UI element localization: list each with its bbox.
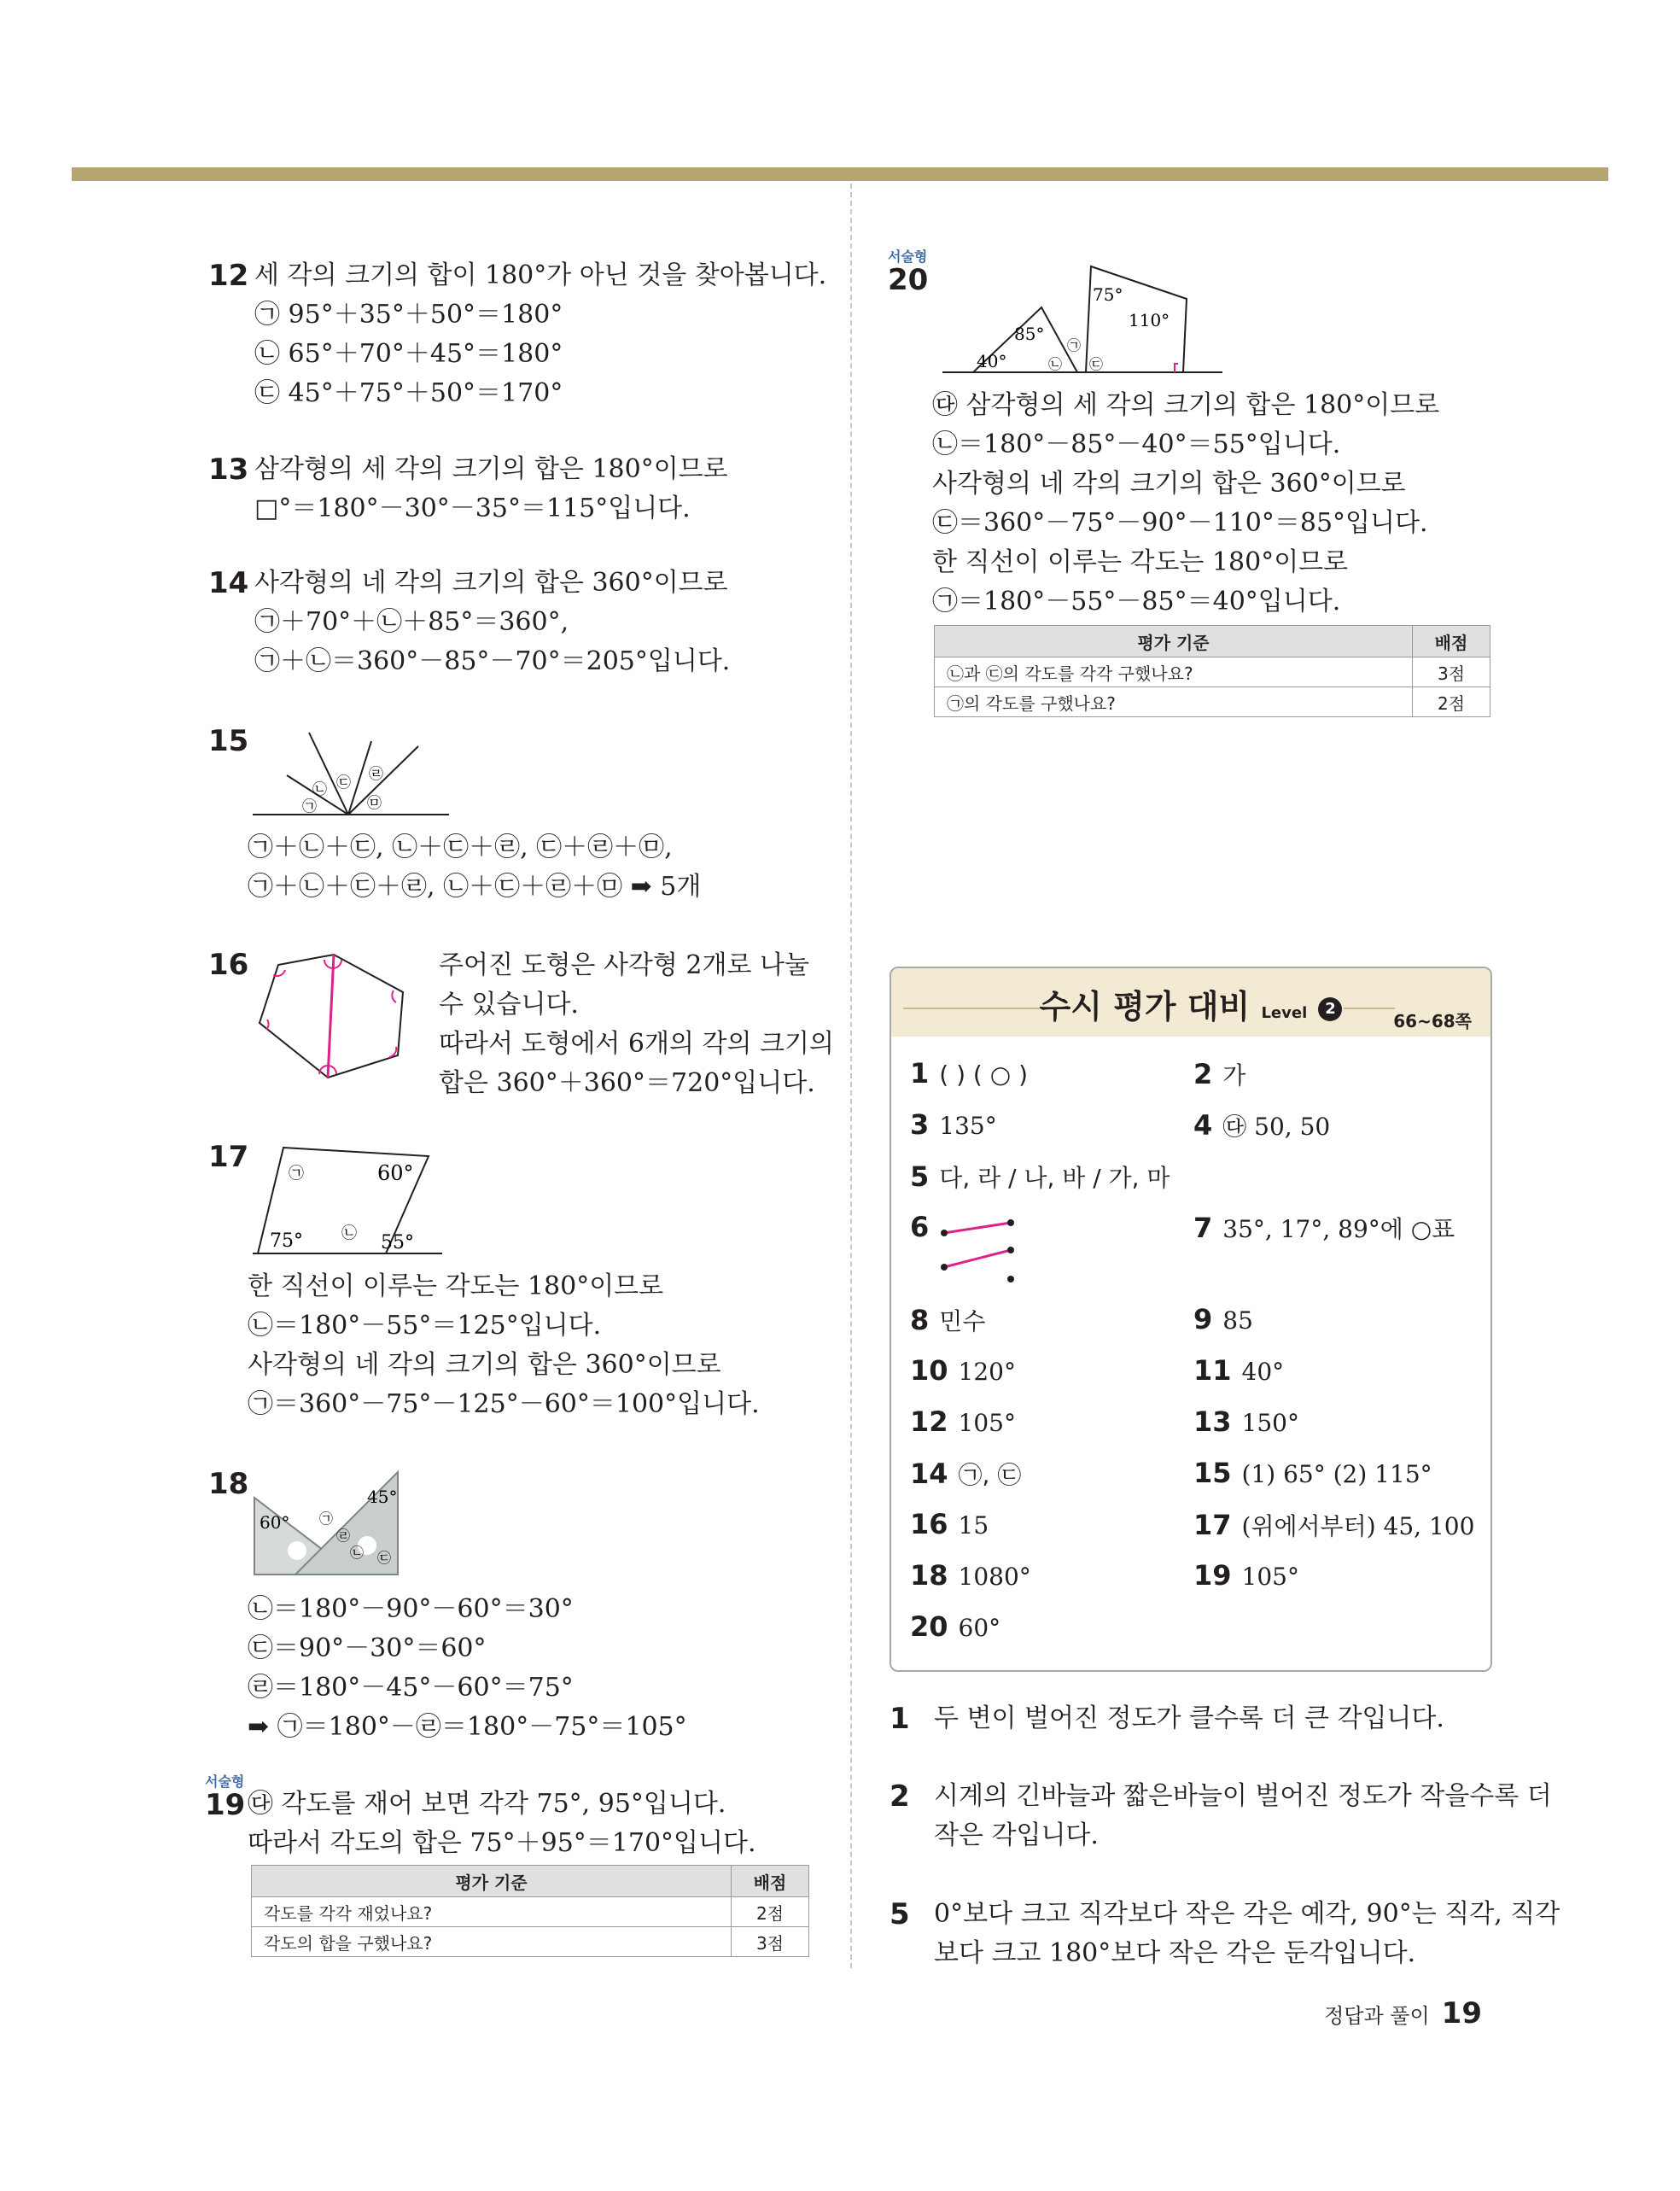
table-cell: 2점 — [1413, 687, 1490, 717]
calc-line: ㉡＝180°－55°＝125°입니다. — [248, 1311, 602, 1341]
answer-17 — [1193, 1508, 1474, 1542]
page-footer — [1324, 1996, 1482, 2030]
question-number: 20 — [888, 263, 929, 297]
table-row — [935, 657, 1490, 687]
answer-text: (위에서부터) 45, 100 — [1241, 1512, 1475, 1540]
question-number: 14 — [208, 566, 249, 600]
calc-line: 한 직선이 이루는 각도는 180°이므로 — [932, 547, 1349, 577]
answer-text: 35°, 17°, 89°에 ○표 — [1222, 1215, 1455, 1243]
answer-number: 6 — [910, 1211, 930, 1243]
answer-number: 17 — [1193, 1509, 1232, 1541]
question-number: 15 — [208, 724, 249, 758]
calc-line: ㉰ 각도를 재어 보면 각각 75°, 95°입니다. — [248, 1789, 726, 1819]
table-header-row — [252, 1866, 809, 1897]
table-cell: 각도의 합을 구했나요? — [252, 1927, 732, 1957]
essay-tag: 서술형 — [205, 1773, 245, 1790]
answer-number: 9 — [1193, 1303, 1213, 1335]
essay-tag: 서술형 — [888, 248, 928, 265]
level-label: Level — [1261, 1004, 1308, 1022]
calc-line: ㉠＋㉡＋㉢＋㉣, ㉡＋㉢＋㉣＋㉤ ➡ 5개 — [248, 872, 702, 902]
question-number: 13 — [208, 453, 249, 487]
calc-line: ㉡ 65°＋70°＋45°＝180° — [254, 339, 563, 369]
angle-label: 110° — [1129, 310, 1170, 330]
explanation-number: 2 — [890, 1779, 910, 1814]
text-line: 따라서 도형에서 6개의 각의 크기의 — [439, 1029, 834, 1059]
answer-1 — [910, 1057, 1028, 1090]
text-line: 수 있습니다. — [439, 990, 579, 1020]
table-cell: ㉠의 각도를 구했나요? — [935, 687, 1413, 717]
page-range: 66~68쪽 — [1393, 1011, 1472, 1031]
answer-text: 120° — [958, 1358, 1016, 1386]
angle-label: ㉡ — [312, 781, 327, 798]
calc-line: ㉢ 45°＋75°＋50°＝170° — [254, 378, 563, 408]
answer-4 — [1193, 1108, 1330, 1142]
answer-3 — [910, 1108, 997, 1141]
explanation-number: 5 — [890, 1897, 910, 1931]
answer-18 — [910, 1559, 1031, 1592]
answer-number: 5 — [910, 1160, 930, 1193]
calc-line: ㉠＝360°－75°－125°－60°＝100°입니다. — [248, 1389, 760, 1419]
table-row — [935, 687, 1490, 717]
table-cell: 각도를 각각 재었나요? — [252, 1897, 732, 1927]
answer-2 — [1193, 1057, 1245, 1091]
answer-number: 12 — [910, 1405, 948, 1438]
explanation-number: 1 — [890, 1702, 910, 1736]
table-cell: 2점 — [732, 1897, 809, 1927]
answer-11 — [1193, 1354, 1284, 1387]
calc-line: ㉠＋70°＋㉡＋85°＝360°, — [254, 607, 569, 637]
angle-label: 55° — [381, 1232, 414, 1253]
answer-number: 16 — [910, 1508, 948, 1540]
angle-label: ㉠ — [1067, 337, 1082, 353]
quadrilateral-figure — [253, 1136, 454, 1257]
title-text: 수시 평가 대비 — [1039, 988, 1251, 1025]
answer-text: 민수 — [939, 1307, 986, 1335]
table-cell: 3점 — [1413, 657, 1490, 687]
answer-text: 60° — [958, 1614, 1001, 1642]
answer-number: 19 — [1193, 1559, 1232, 1592]
calc-line: ㉠ 95°＋35°＋50°＝180° — [254, 300, 563, 330]
answer-text: 105° — [1241, 1563, 1299, 1591]
angle-label: 60° — [260, 1512, 290, 1533]
angles-on-line-figure — [248, 726, 470, 820]
scoring-table — [251, 1865, 809, 1957]
answer-15 — [1193, 1457, 1432, 1489]
explanation-line: 두 변이 벌어진 정도가 클수록 더 큰 각입니다. — [934, 1703, 1444, 1733]
answer-text: 150° — [1241, 1409, 1299, 1437]
answer-number: 11 — [1193, 1354, 1232, 1387]
column-divider — [850, 184, 852, 1968]
angle-label: ㉣ — [336, 1528, 351, 1544]
footer-label: 정답과 풀이 — [1324, 2004, 1430, 2028]
answer-20 — [910, 1610, 1000, 1643]
answer-text: 1080° — [958, 1563, 1031, 1591]
question-number: 17 — [208, 1140, 249, 1174]
calc-line: 삼각형의 세 각의 크기의 합은 180°이므로 — [254, 454, 728, 484]
text-line: 합은 360°＋360°＝720°입니다. — [439, 1068, 815, 1098]
answer-number: 8 — [910, 1304, 930, 1336]
table-header: 평가 기준 — [252, 1866, 732, 1897]
answer-number: 3 — [910, 1108, 930, 1141]
angle-label: 45° — [367, 1487, 398, 1507]
answer-10 — [910, 1354, 1016, 1387]
triangle-and-quad-figure — [939, 260, 1229, 377]
answer-7 — [1193, 1211, 1455, 1245]
angle-label: ㉡ — [350, 1545, 365, 1561]
answer-number: 14 — [910, 1458, 948, 1490]
angle-label: ㉡ — [1048, 356, 1063, 372]
table-row — [252, 1927, 809, 1957]
table-cell: 3점 — [732, 1927, 809, 1957]
hexagon-figure — [253, 949, 411, 1083]
answer-number: 20 — [910, 1610, 948, 1643]
scoring-table — [934, 625, 1490, 717]
calc-line: ㉠＝180°－55°－85°＝40°입니다. — [932, 587, 1341, 616]
table-header-row — [935, 626, 1490, 657]
calc-line: 사각형의 네 각의 크기의 합은 360°이므로 — [248, 1350, 721, 1380]
explanation-line: 시계의 긴바늘과 짧은바늘이 벌어진 정도가 작을수록 더 — [934, 1781, 1552, 1811]
answer-text: 135° — [939, 1112, 997, 1140]
table-header: 배점 — [1413, 626, 1490, 657]
angle-label: ㉤ — [367, 795, 382, 812]
calc-line: 따라서 각도의 합은 75°＋95°＝170°입니다. — [248, 1828, 756, 1858]
answer-text: ㉰ 50, 50 — [1222, 1113, 1331, 1141]
page-number: 19 — [1441, 1996, 1482, 2030]
answer-number: 13 — [1193, 1405, 1232, 1438]
text-line: 주어진 도형은 사각형 2개로 나눌 — [439, 950, 809, 980]
answer-number: 18 — [910, 1559, 948, 1592]
explanation-line: 작은 각입니다. — [934, 1820, 1099, 1850]
answer-text: 85 — [1222, 1306, 1253, 1335]
table-header: 배점 — [732, 1866, 809, 1897]
calc-line: 한 직선이 이루는 각도는 180°이므로 — [248, 1271, 664, 1301]
answer-text: ㉠, ㉢ — [958, 1461, 1022, 1489]
explanation-line: 보다 크고 180°보다 작은 각은 둔각입니다. — [934, 1938, 1416, 1968]
calc-line: ㉢＝90°－30°＝60° — [248, 1633, 487, 1663]
angle-label: ㉠ — [319, 1510, 334, 1527]
level-badge: 2 — [1318, 997, 1342, 1021]
angle-label: ㉢ — [336, 774, 351, 792]
calc-line: ㉠＋㉡＝360°－85°－70°＝205°입니다. — [254, 646, 731, 676]
answer-13 — [1193, 1405, 1299, 1438]
answer-number: 15 — [1193, 1457, 1232, 1489]
answer-5 — [910, 1160, 1170, 1194]
calc-line: ㉡＝180°－90°－60°＝30° — [248, 1594, 574, 1624]
answer-number: 7 — [1193, 1212, 1213, 1244]
angle-label: ㉠ — [289, 1165, 304, 1183]
angle-label: 40° — [977, 351, 1007, 371]
answer-number: 4 — [1193, 1109, 1213, 1142]
answer-19 — [1193, 1559, 1299, 1592]
table-cell: ㉡과 ㉢의 각도를 각각 구했나요? — [935, 657, 1413, 687]
calc-line: 사각형의 네 각의 크기의 합은 360°이므로 — [254, 568, 728, 598]
answer-text: (1) 65° (2) 115° — [1241, 1460, 1432, 1488]
angle-label: ㉣ — [369, 766, 383, 783]
answer-14 — [910, 1457, 1021, 1491]
answer-number: 2 — [1193, 1058, 1213, 1090]
calc-line: ㉰ 삼각형의 세 각의 크기의 합은 180°이므로 — [932, 390, 1440, 420]
answer-12 — [910, 1405, 1016, 1438]
angle-label: 75° — [1093, 284, 1123, 305]
answer-number: 10 — [910, 1354, 948, 1387]
table-row — [252, 1897, 809, 1927]
question-number: 18 — [208, 1467, 249, 1501]
angle-label: ㉢ — [1089, 356, 1104, 372]
angle-label: 60° — [377, 1161, 414, 1185]
angle-label: 85° — [1014, 324, 1045, 344]
calc-line: ➡ ㉠＝180°－㉣＝180°－75°＝105° — [248, 1712, 687, 1742]
answer-text: 105° — [958, 1409, 1016, 1437]
calc-line: 사각형의 네 각의 크기의 합은 360°이므로 — [932, 469, 1406, 499]
calc-line: □°＝180°－30°－35°＝115°입니다. — [254, 494, 691, 523]
answer-text: 다, 라 / 나, 바 / 가, 마 — [939, 1164, 1170, 1192]
answer-text: 가 — [1222, 1061, 1246, 1090]
answer-number: 1 — [910, 1057, 930, 1090]
question-number: 12 — [208, 259, 249, 293]
angle-label: ㉢ — [377, 1550, 392, 1566]
matching-lines-figure — [941, 1214, 1026, 1288]
question-number: 16 — [208, 948, 249, 982]
question-number: 19 — [205, 1788, 246, 1822]
angle-label: 75° — [270, 1230, 303, 1252]
explanation-line: 0°보다 크고 직각보다 작은 각은 예각, 90°는 직각, 직각 — [934, 1899, 1560, 1929]
calc-line: ㉣＝180°－45°－60°＝75° — [248, 1673, 574, 1703]
answer-box-header — [891, 968, 1490, 1037]
answer-text: ( ) ( ○ ) — [939, 1060, 1028, 1089]
question-text: 세 각의 크기의 합이 180°가 아닌 것을 찾아봅니다. — [254, 260, 827, 290]
calc-line: ㉢＝360°－75°－90°－110°＝85°입니다. — [932, 508, 1428, 538]
review-answer-box — [890, 967, 1492, 1672]
answer-6 — [910, 1211, 939, 1243]
answer-16 — [910, 1508, 989, 1540]
calc-line: ㉡＝180°－85°－40°＝55°입니다. — [932, 429, 1341, 459]
answer-8 — [910, 1303, 985, 1337]
answer-text: 15 — [958, 1511, 989, 1540]
triangle-rulers-figure — [253, 1467, 403, 1578]
angle-label: ㉡ — [341, 1224, 357, 1242]
answer-9 — [1193, 1303, 1253, 1335]
angle-label: ㉠ — [302, 798, 317, 815]
table-header: 평가 기준 — [935, 626, 1413, 657]
answer-text: 40° — [1241, 1358, 1285, 1386]
calc-line: ㉠＋㉡＋㉢, ㉡＋㉢＋㉣, ㉢＋㉣＋㉤, — [248, 833, 673, 862]
top-accent-bar — [72, 167, 1608, 181]
